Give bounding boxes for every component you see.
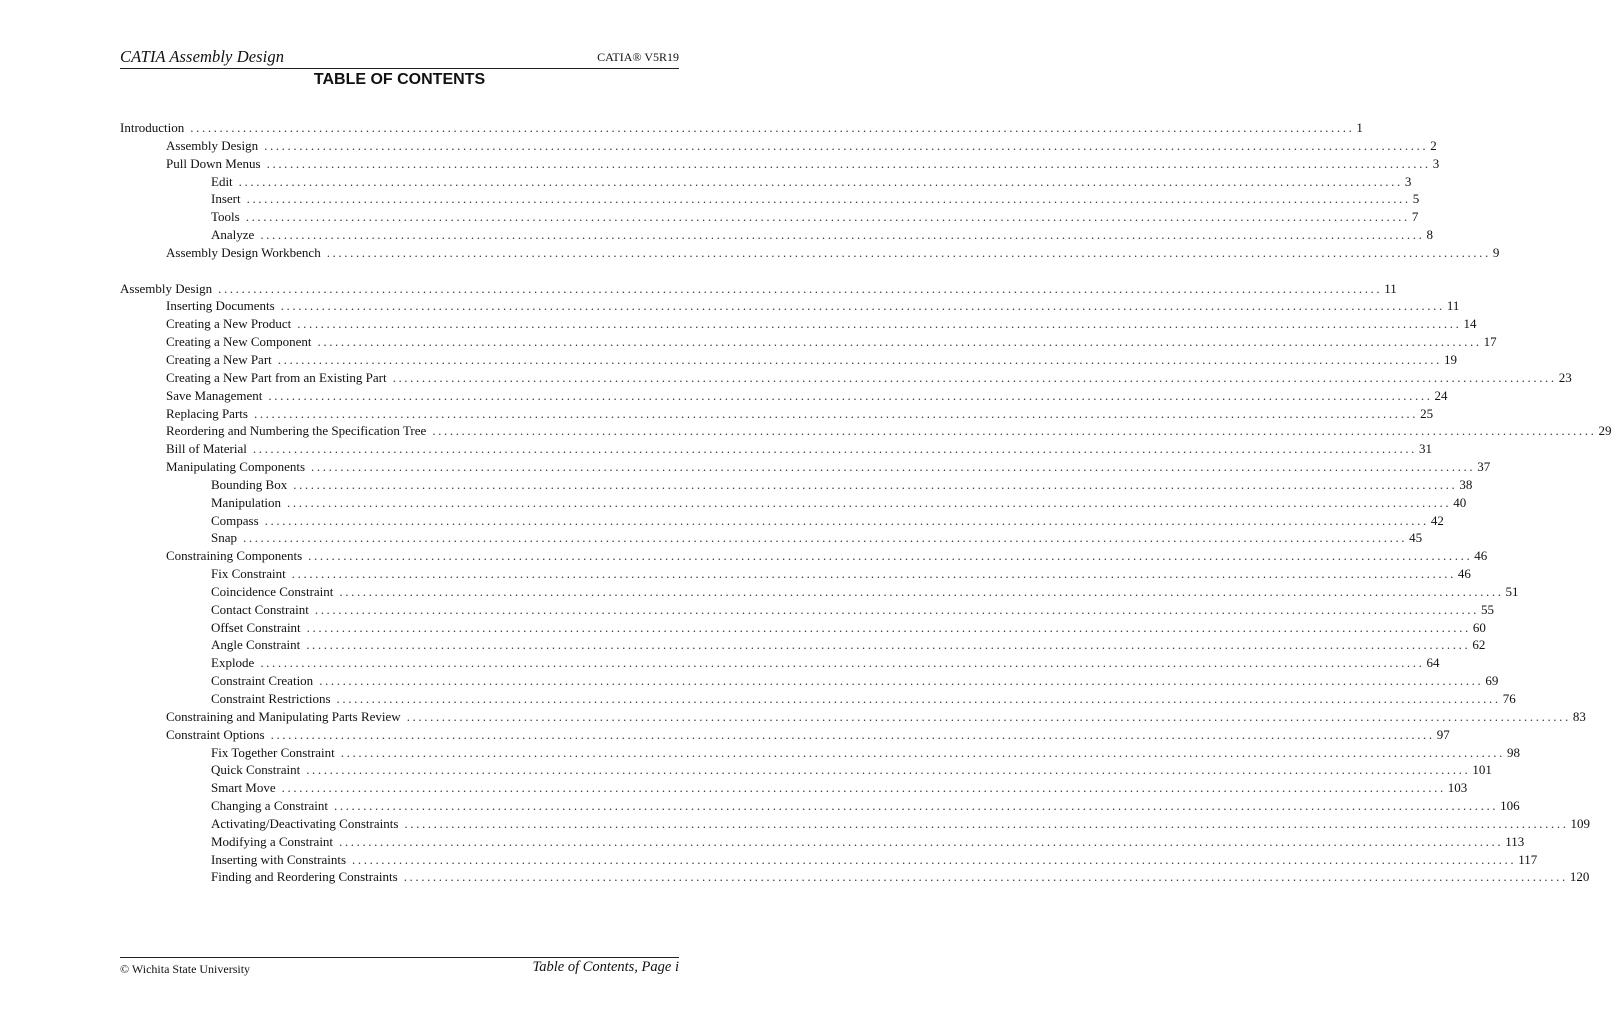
toc-entry-label: Contact Constraint [211,601,309,617]
dot-leader: ....................................................................................................................................................................................................... [264,137,1429,153]
toc-entry-label: Constraining and Manipulating Parts Review [166,708,401,724]
toc-entry[interactable] [120,744,1520,762]
toc-entry-page-number: 8 [1426,227,1433,243]
toc-entry-page-number: 14 [1463,316,1477,332]
dot-leader: ....................................................................................................................................................................................................... [291,566,1456,582]
toc-entry-label: Creating a New Component [166,334,312,350]
toc-entry[interactable] [120,297,1460,315]
toc-entry-page-number: 97 [1436,726,1450,742]
dot-leader: ....................................................................................................................................................................................................... [260,655,1425,671]
toc-entry-label: Assembly Design [120,280,213,296]
dot-leader: ....................................................................................................................................................................................................... [277,351,1442,367]
toc-entry-label: Assembly Design [166,137,259,153]
toc-entry-label: Creating a New Part [166,351,272,367]
toc-entry-page-number: 40 [1453,494,1467,510]
toc-entry[interactable] [120,476,1473,494]
dot-leader: ....................................................................................................................................................................................................... [264,512,1429,528]
toc-entry[interactable] [120,690,1516,708]
toc-entry-label: Offset Constraint [211,619,301,635]
toc-entry-label: Inserting with Constraints [211,851,347,867]
toc-entry-page-number: 83 [1572,708,1586,724]
toc-entry-page-number: 7 [1411,209,1419,225]
dot-leader: ....................................................................................................................................................................................................... [406,708,1571,724]
toc-entry[interactable] [120,315,1477,333]
dot-leader: ....................................................................................................................................................................................................... [190,120,1355,135]
toc-entry-page-number: 3 [1432,155,1440,171]
toc-entry-page-number: 62 [1472,637,1486,653]
toc-entry-label: Modifying a Constraint [211,833,334,849]
toc-entry-label: Bill of Material [166,441,247,457]
toc-entry[interactable] [120,458,1491,476]
toc-entry[interactable] [120,226,1433,244]
toc-entry-label: Finding and Reordering Constraints [211,869,398,885]
page-title: TABLE OF CONTENTS [313,71,486,88]
toc-entry[interactable] [120,529,1423,547]
toc-entry[interactable] [120,619,1486,637]
page-number-label: Table of Contents, Page i [532,959,679,975]
page-header [120,44,679,69]
toc-entry-page-number: 2 [1430,137,1437,153]
toc-entry[interactable] [120,190,1420,208]
toc-entry-page-number: 38 [1459,476,1473,492]
toc-entry[interactable] [120,601,1495,619]
dot-leader: ....................................................................................................................................................................................................... [432,423,1597,439]
toc-entry[interactable] [120,244,1500,262]
toc-entry-label: Pull Down Menus [166,155,261,171]
dot-leader: ....................................................................................................................................................................................................... [334,798,1499,814]
toc-entry[interactable] [120,851,1538,869]
page-footer [120,957,679,978]
dot-leader: ....................................................................................................................................................................................................... [306,762,1471,778]
dot-leader: ....................................................................................................................................................................................................... [270,726,1435,742]
toc-entry[interactable] [120,333,1497,351]
toc-entry-page-number: 1 [1356,120,1363,135]
toc-entry-page-number: 25 [1420,405,1434,421]
toc-entry-label: Explode [211,655,255,671]
dot-leader: ....................................................................................................................................................................................................... [352,851,1517,867]
toc-entry[interactable] [120,654,1440,672]
toc-entry[interactable] [120,565,1471,583]
toc-entry-label: Assembly Design Workbench [166,244,321,260]
toc-entry[interactable] [120,833,1525,851]
toc-entry-page-number: 55 [1481,601,1495,617]
dot-leader: ....................................................................................................................................................................................................... [238,173,1403,189]
toc-entry-page-number: 117 [1518,851,1538,867]
toc-entry-page-number: 19 [1443,351,1457,367]
dot-leader: ....................................................................................................................................................................................................... [319,673,1484,689]
toc-entry-label: Smart Move [211,780,276,796]
toc-entry-page-number: 3 [1404,173,1412,189]
toc-entry[interactable] [120,387,1448,405]
toc-entry-page-number: 29 [1598,423,1611,439]
toc-entry-page-number: 42 [1430,512,1444,528]
dot-leader: ....................................................................................................................................................................................................... [317,334,1482,350]
toc-entry-page-number: 23 [1558,369,1572,385]
dot-leader: ....................................................................................................................................................................................................... [260,227,1425,243]
toc-entry[interactable] [120,779,1468,797]
toc-entry-page-number: 31 [1419,441,1433,457]
toc-entry[interactable] [120,797,1520,815]
toc-entry[interactable] [120,547,1488,565]
toc-entry[interactable] [120,369,1572,387]
toc-entry[interactable] [120,280,1397,298]
dot-leader: ....................................................................................................................................................................................................... [339,833,1504,849]
copyright-notice: © Wichita State University [120,962,251,976]
toc-entry-label: Snap [211,530,237,546]
toc-entry[interactable] [120,173,1412,191]
toc-entry[interactable] [120,119,1363,137]
dot-leader: ....................................................................................................................................................................................................... [281,780,1446,796]
toc-entry-page-number: 98 [1506,744,1520,760]
dot-leader: ....................................................................................................................................................................................................... [340,744,1505,760]
toc-entry-label: Creating a New Part from an Existing Part [166,369,387,385]
toc-entry-page-number: 45 [1409,530,1423,546]
dot-leader: ....................................................................................................................................................................................................... [336,691,1501,706]
dot-leader: ....................................................................................................................................................................................................... [306,637,1471,653]
dot-leader: ....................................................................................................................................................................................................... [293,476,1458,492]
toc-entry[interactable] [120,440,1433,458]
toc-entry-label: Inserting Documents [166,298,275,314]
dot-leader: ....................................................................................................................................................................................................... [339,583,1504,599]
dot-leader: ....................................................................................................................................................................................................... [306,619,1471,635]
dot-leader: ....................................................................................................................................................................................................... [287,494,1452,510]
toc-entry-page-number: 64 [1426,655,1440,671]
dot-leader: ....................................................................................................................................................................................................... [245,209,1410,225]
toc-entry-label: Bounding Box [211,476,288,492]
software-version: CATIA® V5R19 [597,50,679,64]
toc-entry-label: Quick Constraint [211,762,301,778]
toc-entry[interactable] [120,761,1492,779]
toc-entry[interactable] [120,494,1467,512]
dot-leader: ....................................................................................................................................................................................................... [280,298,1445,314]
toc-entry-page-number: 37 [1477,459,1491,475]
dot-leader: ....................................................................................................................................................................................................... [218,280,1383,296]
toc-entry[interactable] [120,583,1519,601]
toc-entry[interactable] [120,512,1444,530]
toc-entry-label: Angle Constraint [211,637,301,653]
toc-entry[interactable] [120,815,1591,833]
toc-entry[interactable] [120,422,1611,440]
toc-entry-label: Save Management [166,387,263,403]
toc-entry-label: Analyze [211,227,255,243]
toc-entry-label: Fix Constraint [211,566,286,582]
toc-entry-page-number: 69 [1485,673,1499,689]
toc-entry[interactable] [120,208,1419,226]
dot-leader: ....................................................................................................................................................................................................... [311,459,1476,475]
toc-entry-label: Constraint Restrictions [211,691,331,706]
dot-leader: ....................................................................................................................................................................................................... [326,244,1491,260]
toc-entry-page-number: 106 [1500,798,1520,814]
toc-entry-page-number: 76 [1502,691,1516,706]
table-of-contents [120,119,1611,886]
toc-entry[interactable] [120,137,1437,155]
toc-entry-label: Reordering and Numbering the Specification Tree [166,423,427,439]
toc-entry-label: Fix Together Constraint [211,744,335,760]
dot-leader: ....................................................................................................................................................................................................... [403,869,1568,885]
dot-leader: ....................................................................................................................................................................................................... [246,191,1411,207]
toc-entry-label: Manipulating Components [166,459,306,475]
dot-leader: ....................................................................................................................................................................................................... [297,316,1462,332]
toc-entry-label: Coincidence Constraint [211,583,334,599]
toc-entry-label: Constraint Options [166,726,265,742]
toc-entry-page-number: 5 [1412,191,1420,207]
toc-entry[interactable] [120,672,1499,690]
toc-entry[interactable] [120,708,1586,726]
toc-entry[interactable] [120,726,1450,744]
toc-entry-page-number: 11 [1384,280,1397,296]
toc-entry-label: Constraining Components [166,548,303,564]
toc-entry-label: Changing a Constraint [211,798,328,814]
toc-entry-page-number: 51 [1505,583,1519,599]
toc-entry[interactable] [120,405,1434,423]
dot-leader: ....................................................................................................................................................................................................... [314,601,1480,617]
toc-entry[interactable] [120,868,1590,886]
toc-entry-label: Tools [211,209,240,225]
toc-entry-label: Edit [211,173,233,189]
toc-entry-page-number: 103 [1447,780,1468,796]
toc-entry-page-number: 11 [1446,298,1460,314]
dot-leader: ....................................................................................................................................................................................................... [268,387,1433,403]
dot-leader: ....................................................................................................................................................................................................... [392,369,1557,385]
toc-entry-page-number: 101 [1472,762,1492,778]
toc-entry-label: Introduction [120,120,185,135]
toc-entry-label: Manipulation [211,494,282,510]
toc-entry-label: Insert [211,191,241,207]
dot-leader: ....................................................................................................................................................................................................... [266,155,1431,171]
document-title: CATIA Assembly Design [120,47,285,66]
toc-entry-page-number: 109 [1570,815,1591,831]
toc-entry-label: Activating/Deactivating Constraints [211,815,399,831]
toc-entry-page-number: 46 [1457,566,1471,582]
toc-entry-page-number: 60 [1472,619,1486,635]
dot-leader: ....................................................................................................................................................................................................... [404,815,1569,831]
toc-entry-label: Constraint Creation [211,673,314,689]
toc-entry-label: Replacing Parts [166,405,248,421]
toc-entry-label: Compass [211,512,259,528]
dot-leader: ....................................................................................................................................................................................................... [253,405,1419,421]
toc-entry[interactable] [120,636,1486,654]
dot-leader: ....................................................................................................................................................................................................... [252,441,1418,457]
toc-entry-page-number: 17 [1483,334,1497,350]
toc-entry[interactable] [120,351,1457,369]
toc-entry-page-number: 113 [1505,833,1525,849]
toc-entry-page-number: 9 [1492,244,1500,260]
dot-leader: ....................................................................................................................................................................................................... [243,530,1408,546]
toc-entry-label: Creating a New Product [166,316,292,332]
toc-entry-page-number: 120 [1569,869,1590,885]
toc-entry-page-number: 24 [1434,387,1448,403]
toc-entry[interactable] [120,155,1440,173]
toc-entry-page-number: 46 [1474,548,1488,564]
dot-leader: ....................................................................................................................................................................................................... [308,548,1473,564]
